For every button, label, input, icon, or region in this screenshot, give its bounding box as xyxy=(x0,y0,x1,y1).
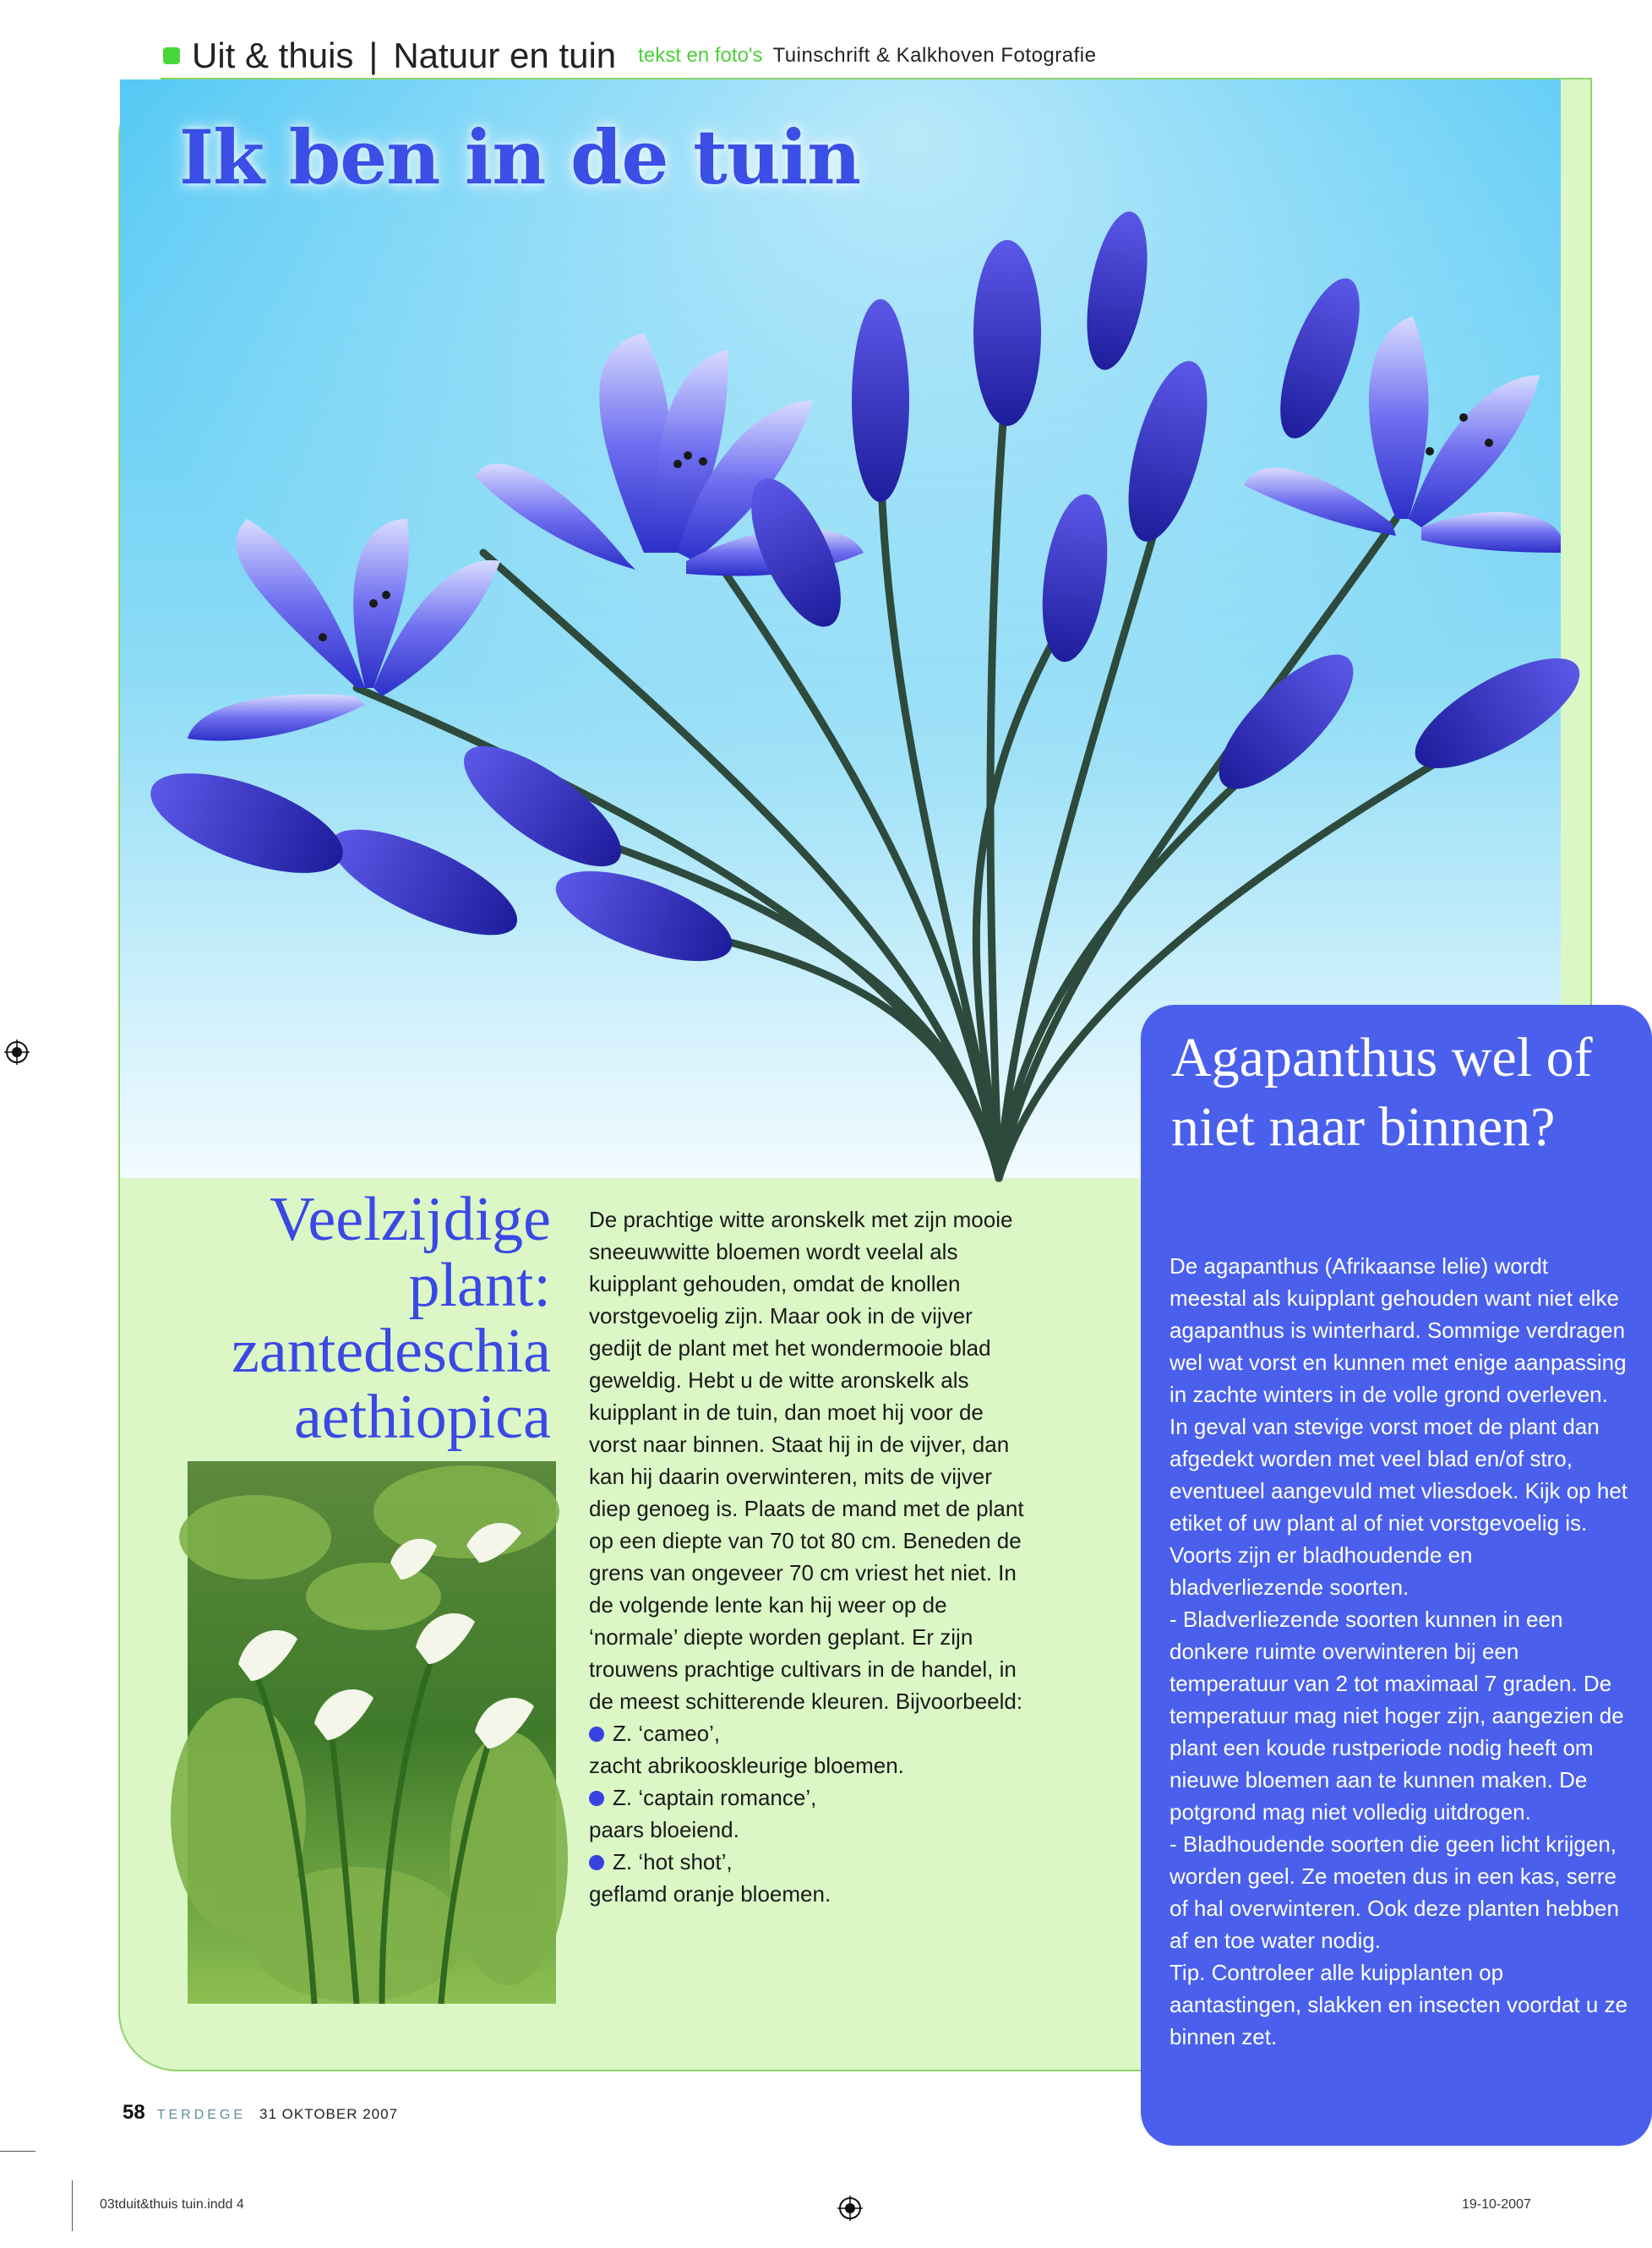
info-paragraph: Tip. Controleer alle kuipplanten op aantastingen, slakken en insecten voordat u ze binnen zet. xyxy=(1169,1960,1628,2049)
credit-text: Tuinschrift & Kalkhoven Fotografie xyxy=(772,44,1097,67)
section-name: Uit & thuis xyxy=(192,35,354,75)
info-paragraph: De agapanthus (Afrikaanse lelie) wordt meestal als kuipplant gehouden want niet elke agapanthus is winterhard. Sommige verdragen wel wat vorst en kunnen met enige aanpassing in zachte winters in de volle grond overleven. In geval van stevige vorst moet de plant dan afgedekt worden met veel blad en/of stro, eventueel aangevuld met vliesdoek. Kijk op het etiket of uw plant al of niet vorstgevoelig is. Voorts zijn er bladhoudende en bladverliezende soorten. xyxy=(1169,1253,1628,1600)
sidebar-article-title: Veelzijdige plant: zantedeschia aethiopica xyxy=(232,1185,551,1452)
sidebar-article-body xyxy=(589,1203,1028,1910)
body-paragraph: De prachtige witte aronskelk met zijn mooie sneeuwwitte bloemen wordt veelal als kuipplant gehouden, omdat de knollen vorstgevoelig zijn. Maar ook in de vijver gedijt de plant met het wondermooie blad geweldig. Hebt u de witte aronskelk als kuipplant in de tuin, dan moet hij voor de vorst naar binnen. Staat hij in de vijver, dan kan hij daarin overwinteren, mits de vijver diep genoeg is. Plaats de mand met de plant op een diepte van 70 tot 80 cm. Beneden de grens van ongeveer 70 cm vriest het niet. In de volgende lente kan hij weer op de ‘normale’ diepte worden geplant. Er zijn trouwens prachtige cultivars in de handel, in de meest schitterende kleuren. Bijvoorbeeld: xyxy=(589,1207,1024,1714)
info-box-title: Agapanthus wel of niet naar binnen? xyxy=(1171,1027,1593,1158)
variety-name: Z. ‘cameo’, xyxy=(613,1721,721,1746)
header-separator: | xyxy=(368,35,379,75)
crop-mark xyxy=(0,2151,35,2152)
credit-label: tekst en foto's xyxy=(638,44,763,67)
variety-description: paars bloeiend. xyxy=(589,1817,739,1842)
variety-item xyxy=(589,1717,1028,1781)
registration-mark-icon xyxy=(4,1039,30,1065)
calla-lily-photo xyxy=(188,1461,556,2004)
variety-name: Z. ‘hot shot’, xyxy=(613,1849,733,1874)
bullet-icon xyxy=(589,1791,604,1806)
info-paragraph: - Bladverliezende soorten kunnen in een donkere ruimte overwinteren bij een temperatuur van 2 tot maximaal 7 graden. De temperatuur mag niet hoger zijn, aangezien de plant een koude rustperiode nodig heeft om nieuwe bloemen aan te kunnen maken. De potgrond mag niet volledig uitdrogen. xyxy=(1169,1607,1624,1825)
info-box-body xyxy=(1169,1250,1630,2053)
magazine-name: TERDEGE xyxy=(156,2108,247,2122)
article-panel xyxy=(118,78,1628,2071)
slug-date: 19-10-2007 xyxy=(1462,2197,1531,2212)
variety-item xyxy=(589,1781,1028,1846)
page-number: 58 xyxy=(123,2101,145,2124)
variety-description: zacht abrikooskleurige bloemen. xyxy=(589,1753,904,1778)
section-marker-icon xyxy=(163,47,180,64)
page-header xyxy=(163,34,1096,78)
slug-filename: 03tduit&thuis tuin.indd 4 xyxy=(100,2197,244,2212)
bullet-icon xyxy=(589,1855,604,1870)
agapanthus-info-box xyxy=(1141,1005,1652,2146)
variety-name: Z. ‘captain romance’, xyxy=(613,1785,817,1810)
main-headline: Ik ben in de tuin xyxy=(179,113,861,201)
variety-item xyxy=(589,1846,1028,1910)
variety-description: geflamd oranje bloemen. xyxy=(589,1881,831,1907)
crop-mark xyxy=(72,2180,73,2231)
info-paragraph: - Bladhoudende soorten die geen licht krijgen, worden geel. Ze moeten dus in een kas, serre of hal overwinteren. Ook deze planten hebben af en toe water nodig. xyxy=(1169,1831,1619,1953)
calla-lily-photo-icon xyxy=(188,1461,556,2004)
page-footer xyxy=(123,2101,398,2125)
issue-date: 31 OKTOBER 2007 xyxy=(259,2106,399,2122)
topic-name: Natuur en tuin xyxy=(393,35,617,75)
registration-mark-icon xyxy=(837,2196,863,2221)
bullet-icon xyxy=(589,1727,604,1742)
